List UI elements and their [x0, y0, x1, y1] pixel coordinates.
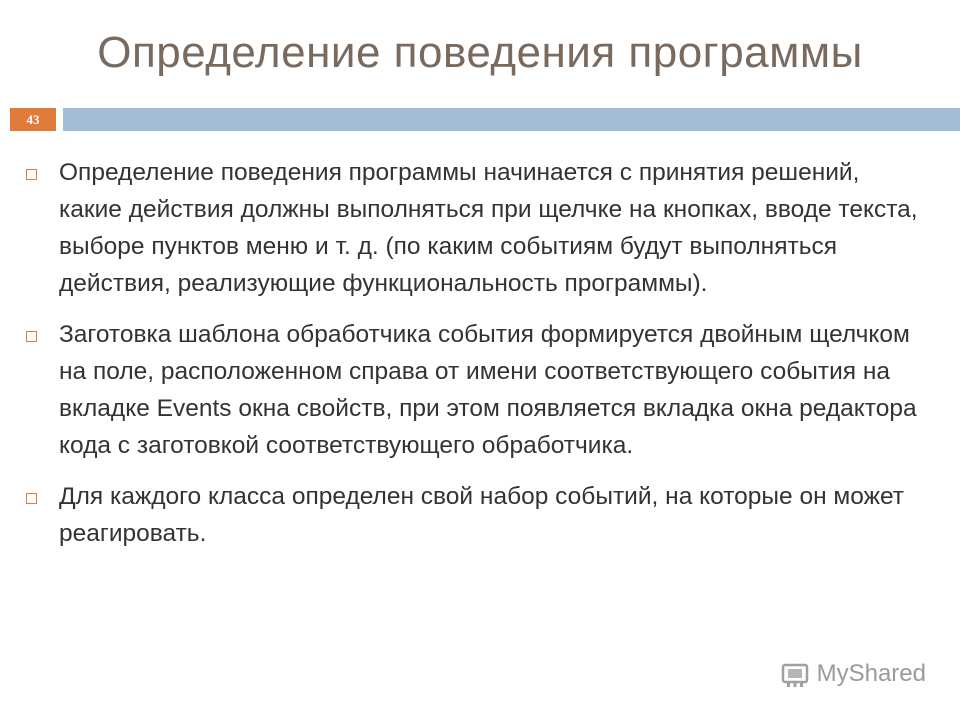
bullet-text: Определение поведения программы начинается с принятия решений, какие действия должны выполняться при щелчке на кнопках, вводе текста, выборе пунктов меню и т. д. (по каким событиям будут выполняться действия, реализующие функциональность программы). — [59, 159, 918, 297]
list-item — [26, 478, 926, 552]
bullet-text: Заготовка шаблона обработчика события формируется двойным щелчком на поле, расположенном справа от имени соответствующего события на вкладке Events окна свойств, при этом появляется вкладка окна редактора кода с заготовкой соответствующего обработчика. — [59, 321, 917, 459]
list-item — [26, 154, 926, 302]
square-bullet-icon — [26, 331, 37, 342]
header-divider-bar — [63, 108, 960, 131]
square-bullet-icon — [26, 169, 37, 180]
slide-title: Определение поведения программы — [97, 28, 863, 77]
bullet-text: Для каждого класса определен свой набор событий, на которые он может реагировать. — [59, 483, 905, 547]
watermark — [779, 658, 926, 690]
list-item — [26, 316, 926, 464]
bullet-list — [26, 154, 926, 566]
slide-number-badge: 43 — [10, 108, 56, 131]
myshared-logo-icon — [779, 658, 811, 690]
square-bullet-icon — [26, 493, 37, 504]
watermark-text: MyShared — [816, 660, 926, 687]
